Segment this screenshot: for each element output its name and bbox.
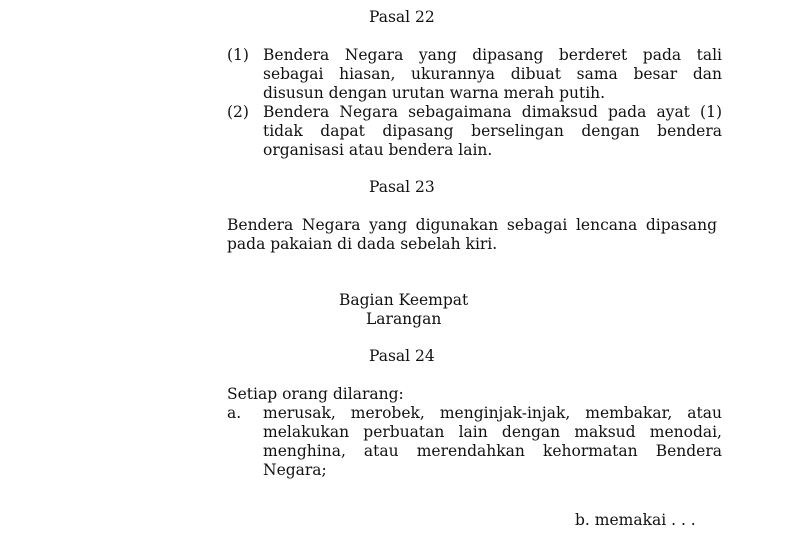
bagian-subtitle: Larangan	[366, 310, 442, 328]
item-number: (2)	[227, 103, 249, 121]
item-number: (1)	[227, 46, 249, 64]
bagian-title: Bagian Keempat	[339, 291, 469, 309]
pasal-24-intro: Setiap orang dilarang:	[227, 385, 404, 403]
pasal-23-text: Bendera Negara yang digunakan sebagai lencana dipasang pada pakaian di dada sebelah kiri.	[227, 216, 717, 253]
pasal-22-item-1	[227, 46, 722, 103]
pasal-24-item-a	[227, 404, 722, 480]
next-page-catchword: b. memakai . . .	[575, 511, 696, 529]
pasal-24-heading: Pasal 24	[369, 347, 435, 365]
item-text: merusak, merobek, menginjak-injak, membakar, atau melakukan perbuatan lain dengan maksud menodai, menghina, atau merendahkan kehormatan Bendera Negara;	[263, 404, 722, 479]
pasal-23-heading: Pasal 23	[369, 178, 435, 196]
item-letter: a.	[227, 404, 242, 422]
pasal-22-heading: Pasal 22	[369, 8, 435, 26]
item-text: Bendera Negara sebagaimana dimaksud pada ayat (1) tidak dapat dipasang berselingan dengan bendera organisasi atau bendera lain.	[263, 103, 722, 159]
item-text: Bendera Negara yang dipasang berderet pada tali sebagai hiasan, ukurannya dibuat sama besar dan disusun dengan urutan warna merah putih.	[263, 46, 722, 102]
pasal-22-item-2	[227, 103, 722, 160]
